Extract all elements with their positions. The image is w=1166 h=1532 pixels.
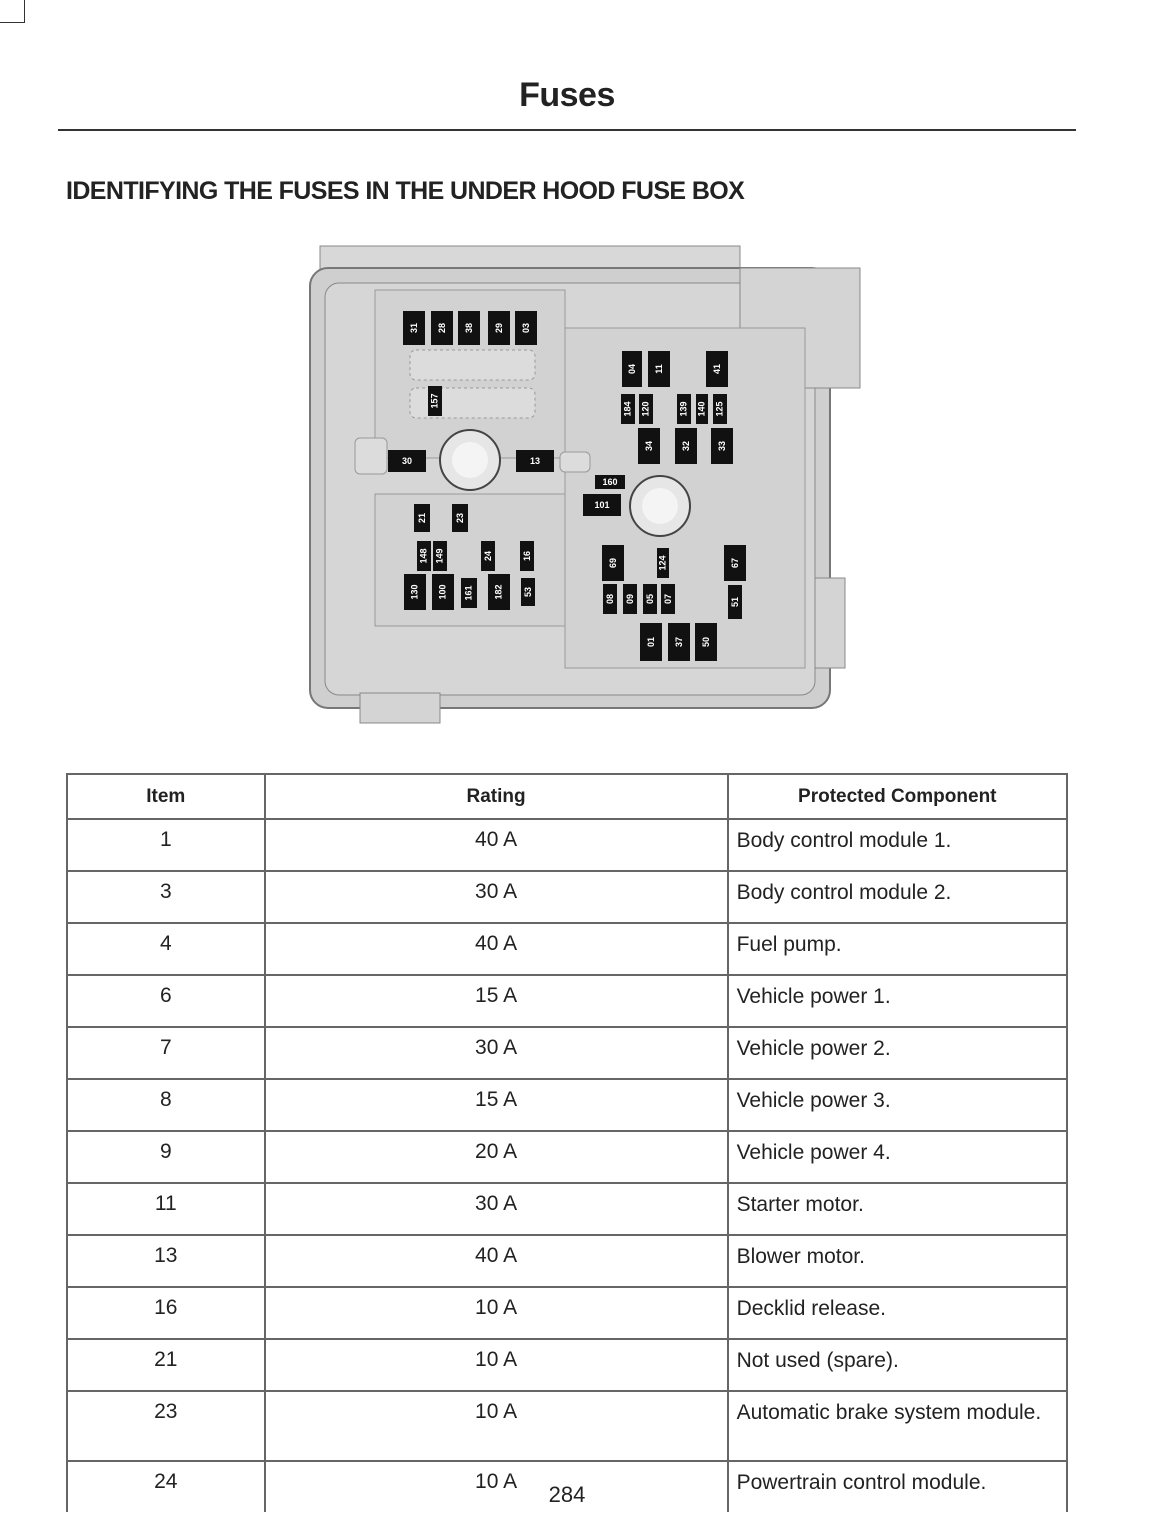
fuse-number: 13 bbox=[529, 456, 540, 466]
fuse-number: 100 bbox=[438, 584, 448, 600]
fuse-number: 149 bbox=[435, 548, 445, 564]
fuse-number: 160 bbox=[602, 477, 618, 487]
fuse-number: 184 bbox=[623, 401, 633, 417]
fuse-label bbox=[452, 504, 468, 532]
fuse-box-diagram bbox=[270, 238, 870, 733]
component-cell: Fuel pump. bbox=[728, 923, 1067, 975]
item-cell: 16 bbox=[67, 1287, 265, 1339]
fuse-label bbox=[603, 584, 617, 614]
fuse-label bbox=[638, 428, 660, 464]
header-component: Protected Component bbox=[728, 774, 1067, 819]
title-divider bbox=[58, 129, 1076, 131]
fuse-number: 08 bbox=[604, 593, 615, 605]
component-cell: Vehicle power 4. bbox=[728, 1131, 1067, 1183]
fuse-number: 24 bbox=[482, 550, 493, 562]
table-row bbox=[67, 819, 1067, 871]
fuse-number: 05 bbox=[644, 593, 655, 605]
crop-mark bbox=[0, 0, 25, 23]
page-number: 284 bbox=[548, 1482, 586, 1507]
fuse-label bbox=[403, 311, 425, 345]
fuse-label bbox=[661, 584, 675, 614]
fuse-number: 33 bbox=[716, 440, 727, 452]
fuse-label bbox=[520, 541, 534, 571]
fuse-label bbox=[657, 548, 669, 578]
fuse-number: 07 bbox=[662, 593, 673, 605]
fuse-label bbox=[515, 311, 537, 345]
component-cell: Starter motor. bbox=[728, 1183, 1067, 1235]
fuse-number: 120 bbox=[641, 401, 651, 417]
fuse-number: 161 bbox=[464, 585, 474, 601]
fuse-number: 182 bbox=[494, 584, 504, 600]
fuse-number: 16 bbox=[521, 550, 532, 562]
fuse-number: 140 bbox=[697, 401, 707, 417]
fuse-number: 69 bbox=[607, 557, 618, 569]
item-cell: 23 bbox=[67, 1391, 265, 1461]
fuse-number: 139 bbox=[679, 401, 689, 417]
item-cell: 13 bbox=[67, 1235, 265, 1287]
fuse-label bbox=[711, 428, 733, 464]
fuse-label bbox=[621, 394, 635, 424]
table-row bbox=[67, 975, 1067, 1027]
header-item: Item bbox=[67, 774, 265, 819]
fuse-number: 148 bbox=[419, 548, 429, 564]
section-heading: IDENTIFYING THE FUSES IN THE UNDER HOOD FUSE BOX bbox=[66, 177, 745, 205]
fuse-label bbox=[583, 494, 621, 516]
fuse-label bbox=[516, 450, 554, 472]
item-cell: 24 bbox=[67, 1461, 265, 1512]
fuse-number: 11 bbox=[653, 364, 664, 374]
fuse-label bbox=[431, 311, 453, 345]
rating-cell: 40 A bbox=[265, 1235, 728, 1287]
fuse-label bbox=[433, 541, 447, 571]
header-rating: Rating bbox=[265, 774, 728, 819]
fuse-label bbox=[488, 574, 510, 610]
rating-cell: 10 A bbox=[265, 1339, 728, 1391]
component-cell: Decklid release. bbox=[728, 1287, 1067, 1339]
fuse-label bbox=[458, 311, 480, 345]
fuse-label bbox=[696, 394, 708, 424]
fuse-label bbox=[643, 584, 657, 614]
component-cell: Vehicle power 1. bbox=[728, 975, 1067, 1027]
component-cell: Vehicle power 2. bbox=[728, 1027, 1067, 1079]
table-row bbox=[67, 1235, 1067, 1287]
rating-cell: 40 A bbox=[265, 923, 728, 975]
fuse-label bbox=[388, 450, 426, 472]
fuse-number: 53 bbox=[522, 586, 533, 598]
fuse-label bbox=[622, 351, 642, 387]
fuse-label bbox=[521, 578, 535, 606]
fuse-number: 32 bbox=[680, 440, 691, 452]
rating-cell: 15 A bbox=[265, 975, 728, 1027]
fuse-label bbox=[675, 428, 697, 464]
table-row bbox=[67, 1131, 1067, 1183]
table-header-row bbox=[67, 774, 1067, 819]
fuse-label bbox=[623, 584, 637, 614]
fuse-number: 41 bbox=[711, 363, 722, 375]
fuse-label bbox=[695, 623, 717, 661]
fuse-number: 09 bbox=[624, 593, 635, 605]
table-row bbox=[67, 1183, 1067, 1235]
page-title: Fuses bbox=[519, 76, 615, 114]
fuse-number: 30 bbox=[401, 456, 412, 466]
rating-cell: 10 A bbox=[265, 1461, 728, 1512]
component-cell: Body control module 2. bbox=[728, 871, 1067, 923]
item-cell: 6 bbox=[67, 975, 265, 1027]
table-row bbox=[67, 1391, 1067, 1461]
table-row bbox=[67, 871, 1067, 923]
component-cell: Body control module 1. bbox=[728, 819, 1067, 871]
fuse-number: 101 bbox=[594, 500, 610, 510]
fuse-number: 04 bbox=[626, 363, 637, 375]
fuse-label bbox=[428, 386, 442, 416]
fuse-number: 51 bbox=[729, 596, 740, 608]
table-row bbox=[67, 1339, 1067, 1391]
fuse-number: 28 bbox=[436, 322, 447, 334]
fuse-number: 37 bbox=[673, 636, 684, 648]
fuse-number: 38 bbox=[463, 322, 474, 334]
rating-cell: 30 A bbox=[265, 1027, 728, 1079]
component-cell: Powertrain control module. bbox=[728, 1461, 1067, 1512]
fuse-label bbox=[488, 311, 510, 345]
item-cell: 8 bbox=[67, 1079, 265, 1131]
item-cell: 9 bbox=[67, 1131, 265, 1183]
fuse-label bbox=[640, 623, 662, 661]
fuse-number: 67 bbox=[729, 557, 740, 569]
fuse-number: 01 bbox=[645, 636, 656, 648]
fuse-number: 31 bbox=[408, 322, 419, 334]
component-cell: Automatic brake system module. bbox=[728, 1391, 1067, 1461]
rating-cell: 15 A bbox=[265, 1079, 728, 1131]
fuse-number: 50 bbox=[700, 636, 711, 648]
fuse-number: 34 bbox=[643, 440, 654, 452]
rating-cell: 10 A bbox=[265, 1287, 728, 1339]
component-cell: Vehicle power 3. bbox=[728, 1079, 1067, 1131]
fuse-label bbox=[677, 394, 691, 424]
item-cell: 3 bbox=[67, 871, 265, 923]
fuse-label bbox=[713, 394, 727, 424]
fuse-label bbox=[461, 578, 477, 608]
fuse-label bbox=[728, 585, 742, 619]
fuse-number: 125 bbox=[715, 401, 725, 417]
rating-cell: 40 A bbox=[265, 819, 728, 871]
rating-cell: 30 A bbox=[265, 871, 728, 923]
item-cell: 21 bbox=[67, 1339, 265, 1391]
fuse-number: 29 bbox=[493, 322, 504, 334]
fuse-number: 130 bbox=[410, 584, 420, 600]
fuse-label bbox=[417, 541, 431, 571]
component-cell: Not used (spare). bbox=[728, 1339, 1067, 1391]
table-row bbox=[67, 923, 1067, 975]
fuse-label bbox=[602, 545, 624, 581]
component-cell: Blower motor. bbox=[728, 1235, 1067, 1287]
fuse-box-outline bbox=[270, 238, 870, 733]
fuse-label bbox=[706, 351, 728, 387]
fuse-label bbox=[639, 394, 653, 424]
item-cell: 7 bbox=[67, 1027, 265, 1079]
fuse-label bbox=[404, 574, 426, 610]
fuse-label bbox=[414, 504, 430, 532]
fuse-number: 21 bbox=[416, 512, 427, 524]
item-cell: 1 bbox=[67, 819, 265, 871]
fuse-label bbox=[595, 475, 625, 489]
table-row bbox=[67, 1079, 1067, 1131]
fuse-label bbox=[724, 545, 746, 581]
rating-cell: 20 A bbox=[265, 1131, 728, 1183]
fuse-table bbox=[66, 773, 1068, 1512]
table-row bbox=[67, 1287, 1067, 1339]
fuse-label bbox=[668, 623, 690, 661]
fuse-label bbox=[432, 574, 454, 610]
item-cell: 4 bbox=[67, 923, 265, 975]
fuse-number: 157 bbox=[430, 393, 440, 409]
table-row bbox=[67, 1027, 1067, 1079]
fuse-number: 03 bbox=[520, 322, 531, 334]
fuse-number: 23 bbox=[454, 512, 465, 524]
fuse-label bbox=[481, 541, 495, 571]
fuse-label bbox=[648, 351, 670, 387]
item-cell: 11 bbox=[67, 1183, 265, 1235]
rating-cell: 10 A bbox=[265, 1391, 728, 1461]
rating-cell: 30 A bbox=[265, 1183, 728, 1235]
fuse-number: 124 bbox=[658, 555, 668, 571]
